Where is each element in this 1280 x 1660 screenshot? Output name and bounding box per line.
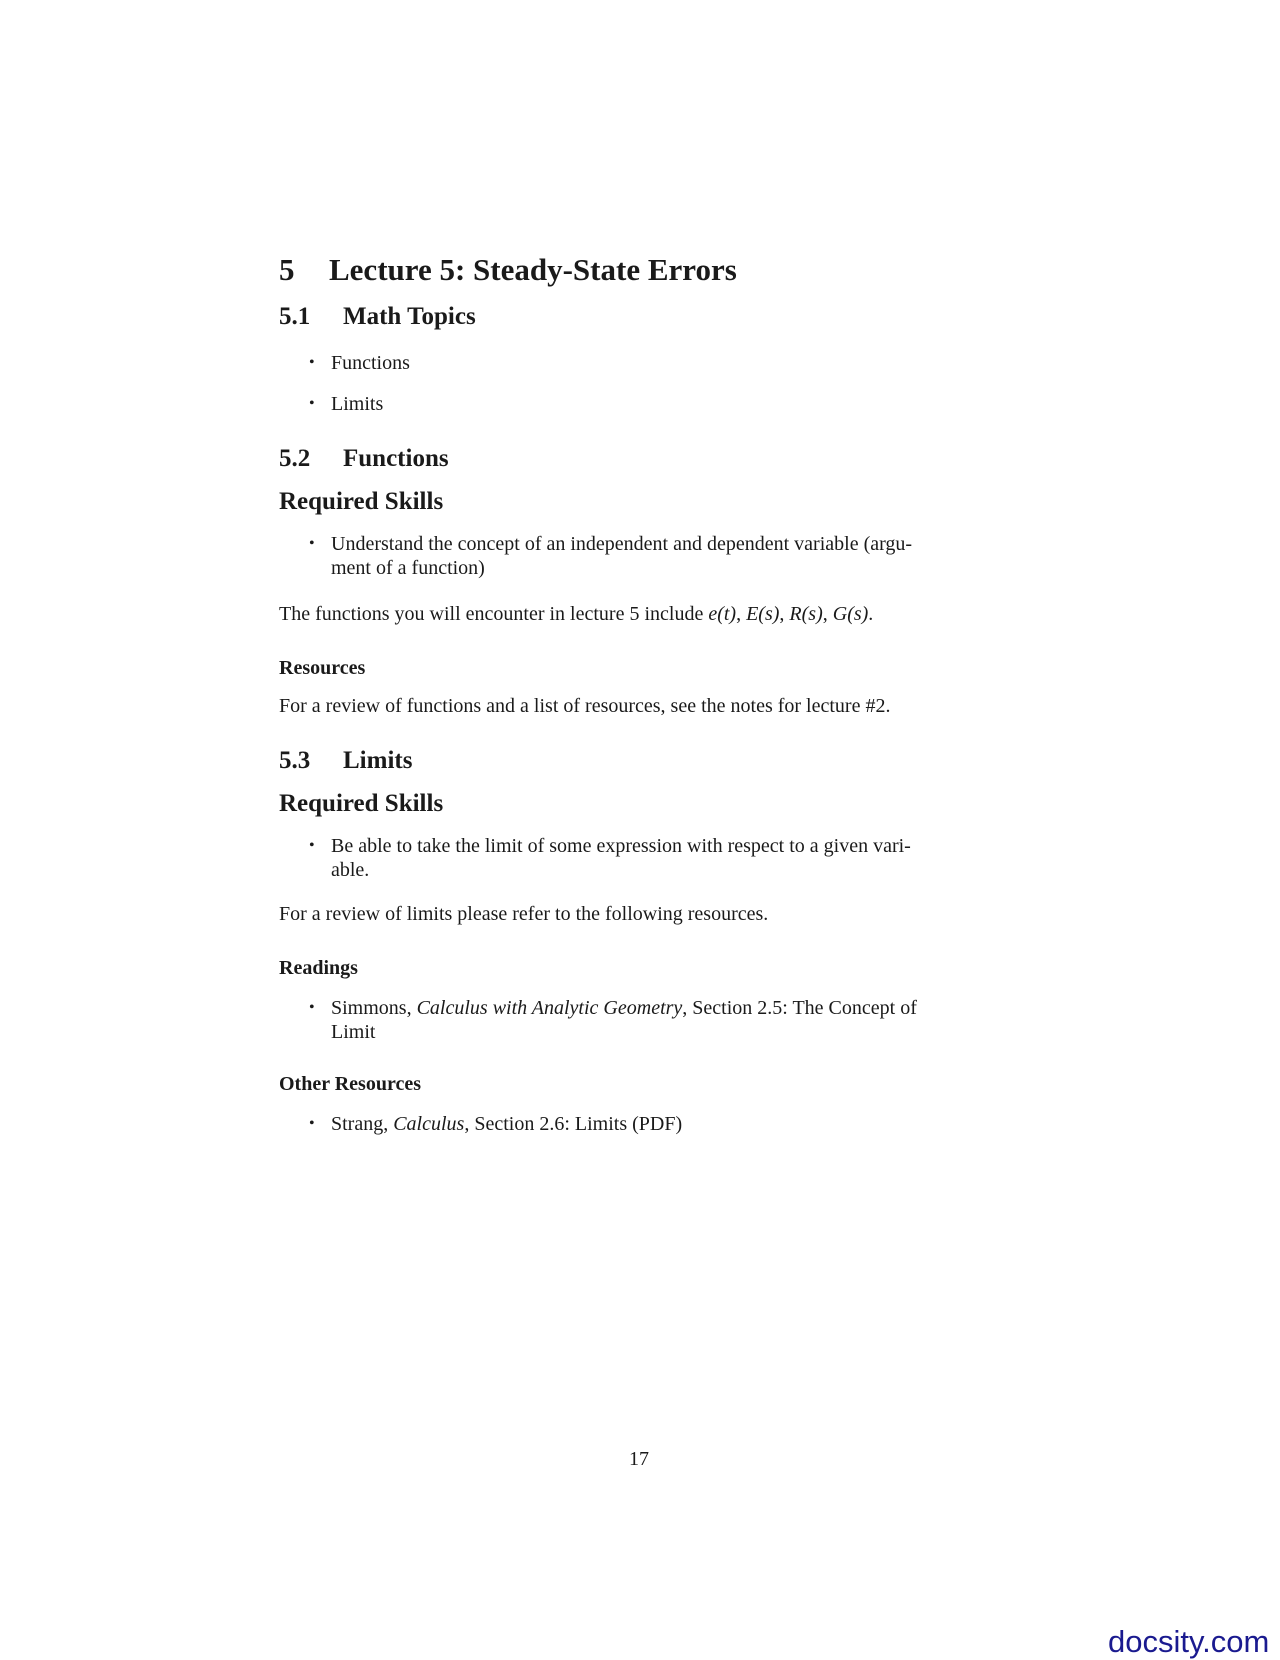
limits-review-paragraph: For a review of limits please refer to the following resources. [279,903,769,925]
subsection-number: 5.1 [279,303,311,330]
resource-book-title: Calculus [393,1113,465,1135]
function-symbol: E(s) [746,603,780,625]
resources-heading: Resources [279,657,366,679]
function-symbol: G(s) [832,603,869,625]
list-item-text-line [331,1112,995,1136]
document-page [279,0,999,1656]
readings-heading: Readings [279,957,358,979]
function-symbol: R(s) [789,603,823,625]
function-symbol: e(t) [708,603,737,625]
section-number: 5 [279,252,295,287]
reading-book-title: Calculus with Analytic Geometry [416,997,683,1019]
other-resources-heading: Other Resources [279,1073,422,1095]
bullet-icon: • [309,535,315,552]
bullet-icon: • [309,1115,315,1132]
reading-section: , Section 2.5: The Concept of [682,997,917,1019]
resources-paragraph: For a review of functions and a list of resources, see the notes for lecture #2. [279,695,891,717]
subsection-title-limits [279,746,412,776]
list-item [279,532,995,580]
required-skills-heading: Required Skills [279,488,444,515]
list-item-text: Functions [331,352,410,374]
list-item-text-line: able. [331,859,370,881]
subsection-title-text: Limits [343,747,413,774]
bullet-icon: • [309,999,315,1016]
bullet-icon: • [309,837,315,854]
paragraph-text: . [868,603,874,625]
list-item-text-line: ment of a function) [331,557,485,579]
bullet-icon: • [309,354,315,371]
list-item-text-line: Limit [331,1021,376,1043]
list-item [279,996,995,1044]
list-item [279,1112,995,1136]
subsection-title-text: Math Topics [343,303,476,330]
subsection-title-math-topics [279,302,476,332]
resource-section: , Section 2.6: Limits (PDF) [464,1113,683,1135]
list-item-text-line: Be able to take the limit of some expression with respect to a given vari- [331,835,911,857]
reading-author: Simmons, [331,997,417,1019]
paragraph-text: The functions you will encounter in lecture 5 include [279,603,709,625]
section-title-text: Lecture 5: Steady-State Errors [329,252,737,287]
other-resources-list [279,1112,995,1136]
resource-author: Strang, [331,1113,394,1135]
list-item-text-line [331,996,995,1020]
list-item [279,351,995,375]
subsection-title-functions [279,444,449,474]
bullet-icon: • [309,395,315,412]
math-topics-list [279,351,995,416]
page-number: 17 [629,1448,649,1470]
docsity-watermark[interactable]: docsity.com [1108,1624,1270,1659]
list-item-text-line: Understand the concept of an independent and dependent variable (argu- [331,533,913,555]
list-item-text: Limits [331,393,384,415]
list-item [279,834,995,882]
subsection-title-text: Functions [343,445,449,472]
section-title [279,252,737,288]
readings-list [279,996,995,1044]
subsection-number: 5.2 [279,445,311,472]
limits-skills-list [279,834,995,882]
functions-skills-list [279,532,995,580]
functions-paragraph: The functions you will encounter in lecture 5 include e(t), E(s), R(s), G(s). [279,603,874,625]
subsection-number: 5.3 [279,747,311,774]
list-item [279,392,995,416]
required-skills-heading: Required Skills [279,790,444,817]
